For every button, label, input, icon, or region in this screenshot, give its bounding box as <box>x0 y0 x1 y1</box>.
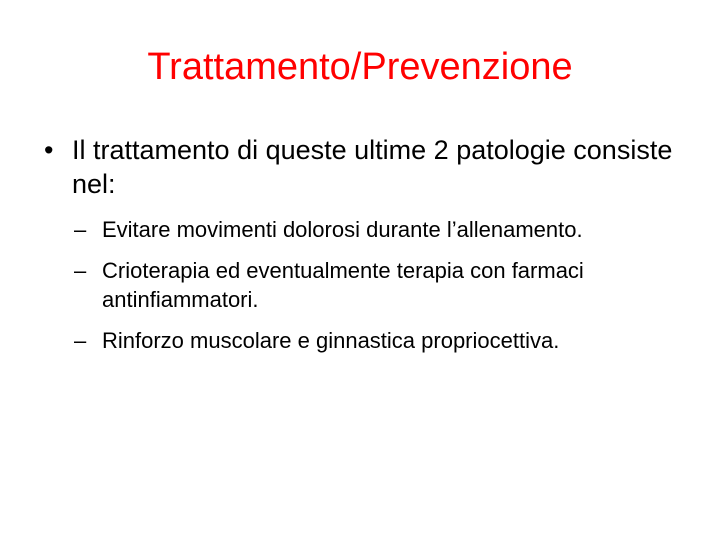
dash-marker: – <box>74 258 87 283</box>
sub-bullet-item <box>74 215 694 244</box>
bullet-text: Il trattamento di queste ultime 2 patologie consiste nel: <box>72 135 673 199</box>
sub-bullet-text: Crioterapia ed eventualmente terapia con farmaci antinfiammatori. <box>102 258 584 312</box>
sub-bullet-text: Evitare movimenti dolorosi durante l’allenamento. <box>102 217 583 242</box>
sub-bullet-item <box>74 256 694 314</box>
sub-bullet-list <box>74 215 694 367</box>
sub-bullet-item <box>74 326 694 355</box>
dash-marker: – <box>74 328 87 353</box>
slide-title: Trattamento/Prevenzione <box>147 46 573 88</box>
bullet-marker: • <box>44 135 54 165</box>
dash-marker: – <box>74 217 87 242</box>
bullet-item <box>44 133 684 201</box>
sub-bullet-text: Rinforzo muscolare e ginnastica propriocettiva. <box>102 328 560 353</box>
